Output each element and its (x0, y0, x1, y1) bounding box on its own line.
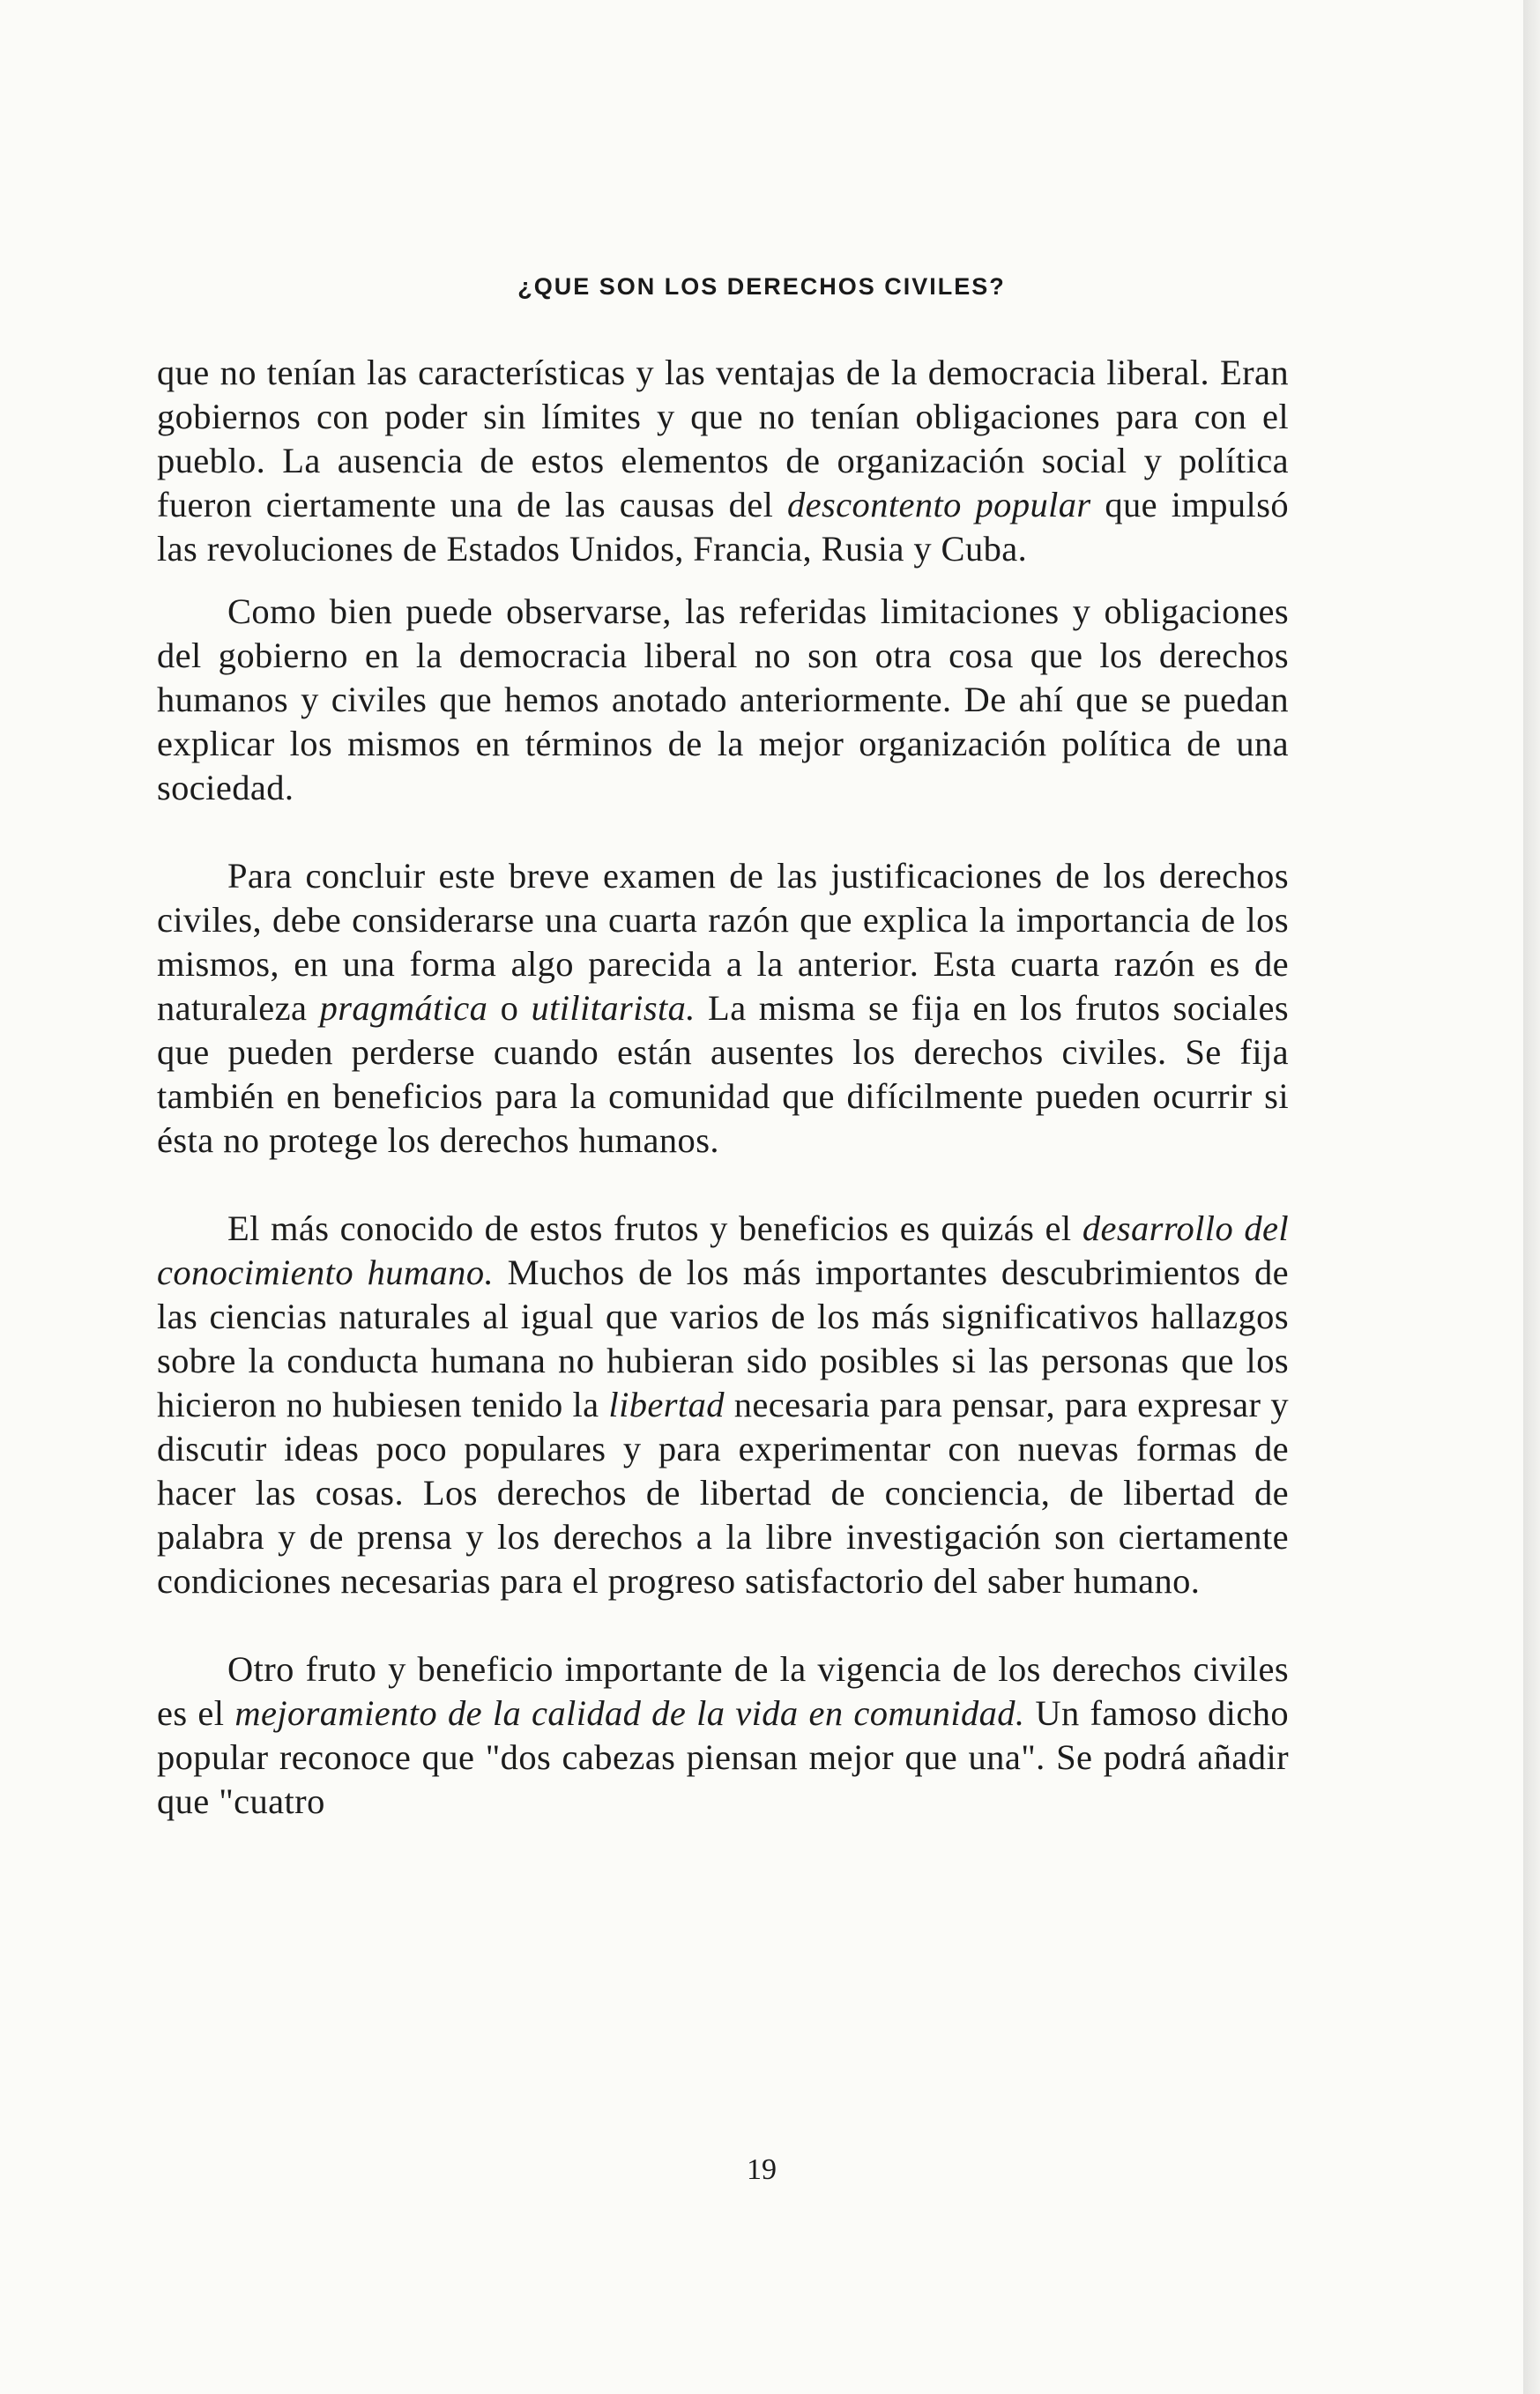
text-run: El más conocido de estos frutos y beneficios es quizás el (227, 1208, 1082, 1248)
text-run: que no tenían las características y las ventajas de la democracia liberal. Eran gobiernos con poder sin límites y que no tenían obligaciones para con el pueblo. La ausencia de estos elementos de organización social y política fueron ciertamente una de las causas del (157, 353, 1289, 524)
text-run: Muchos de los más importantes descubrimientos de las ciencias naturales al igual que varios de los más significativos hallazgos sobre la conducta humana no hubieran sido posibles si las personas que los hicieron no hubiesen tenido la (157, 1253, 1289, 1424)
paragraph-2 (157, 590, 1289, 810)
paragraph-1 (157, 351, 1289, 571)
emphasis-text: descontento popular (786, 485, 1091, 524)
body-text (157, 351, 1289, 1824)
paragraph-5 (157, 1647, 1289, 1824)
emphasis-text: desarrollo del conocimiento humano. (157, 1208, 1289, 1292)
text-run: que impulsó las revoluciones de Estados Unidos, Francia, Rusia y Cuba. (157, 485, 1290, 569)
text-run: o (487, 988, 532, 1028)
paragraph-4 (157, 1207, 1289, 1603)
scan-edge (1523, 0, 1540, 2394)
text-run: La misma se fija en los frutos sociales que pueden perderse cuando están ausentes los derechos civiles. Se fija también en beneficios para la comunidad que difícilmente pueden ocurrir si ésta no protege los derechos humanos. (157, 988, 1289, 1160)
paragraph-3 (157, 854, 1289, 1163)
text-run: Como bien puede observarse, las referidas limitaciones y obligaciones del gobierno en la democracia liberal no son otra cosa que los derechos humanos y civiles que hemos anotado anteriormente. De ahí que se puedan explicar los mismos en términos de la mejor organización política de una sociedad. (157, 591, 1289, 807)
text-run: Otro fruto y beneficio importante de la vigencia de los derechos civiles es el (157, 1649, 1289, 1733)
emphasis-text: utilitarista. (531, 988, 696, 1028)
page-number: 19 (747, 2153, 777, 2186)
text-run: Un famoso dicho popular reconoce que "dos cabezas piensan mejor que una". Se podrá añadir que "cuatro (157, 1693, 1289, 1821)
text-run: Para concluir este breve examen de las justificaciones de los derechos civiles, debe considerarse una cuarta razón que explica la importancia de los mismos, en una forma algo parecida a la anterior. Esta cuarta razón es de naturaleza (157, 856, 1289, 1028)
running-head: ¿QUE SON LOS DERECHOS CIVILES? (517, 273, 1006, 300)
emphasis-text: pragmática (319, 988, 488, 1028)
text-run: necesaria para pensar, para expresar y discutir ideas poco populares y para experimentar con nuevas formas de hacer las cosas. Los derechos de libertad de conciencia, de libertad de palabra y de prensa y los derechos a la libre investigación son ciertamente condiciones necesarias para el progreso satisfactorio del saber humano. (157, 1385, 1289, 1601)
emphasis-text: libertad (608, 1385, 725, 1424)
emphasis-text: mejoramiento de la calidad de la vida en comunidad. (234, 1693, 1025, 1733)
